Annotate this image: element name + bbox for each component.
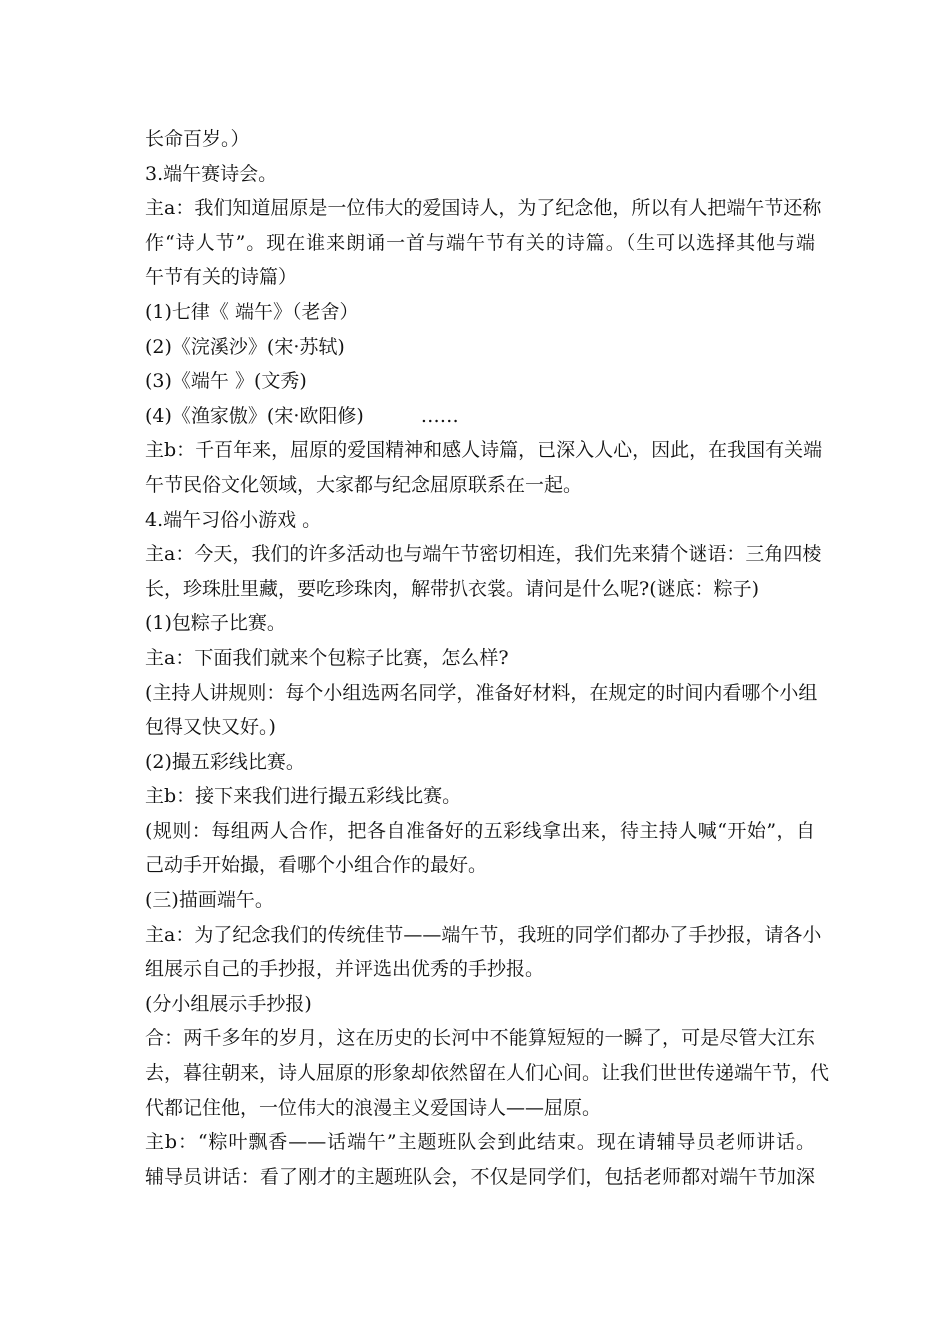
text-line: 去，暮往朝来，诗人屈原的形象却依然留在人们心间。让我们世世传递端午节，代 bbox=[145, 1062, 830, 1085]
text-line: (1)七律《 端午》（老舍） bbox=[145, 300, 359, 323]
text-line: 4.端午习俗小游戏 。 bbox=[145, 508, 322, 531]
text-line: (2)撮五彩线比赛。 bbox=[145, 750, 305, 773]
text-line: 长命百岁。） bbox=[145, 128, 250, 150]
text-line: 组展示自己的手抄报，并评选出优秀的手抄报。 bbox=[145, 958, 545, 981]
text-line: 主a：为了纪念我们的传统佳节——端午节，我班的同学们都办了手抄报，请各小 bbox=[145, 923, 822, 946]
text-line: (规则：每组两人合作，把各自准备好的五彩线拿出来，待主持人喊“开始”，自 bbox=[145, 819, 815, 842]
text-line: 辅导员讲话：看了刚才的主题班队会，不仅是同学们，包括老师都对端午节加深 bbox=[145, 1165, 815, 1188]
text-line: 3.端午赛诗会。 bbox=[145, 162, 278, 185]
text-line: 主b：“粽叶飘香——话端午”主题班队会到此结束。现在请辅导员老师讲话。 bbox=[145, 1131, 815, 1154]
text-line: 长，珍珠肚里藏，要吃珍珠肉，解带扒衣裳。请问是什么呢?(谜底：粽子) bbox=[145, 577, 760, 600]
text-line: (分小组展示手抄报) bbox=[145, 992, 312, 1015]
text-line: 己动手开始撮，看哪个小组合作的最好。 bbox=[145, 854, 488, 877]
text-line: 代都记住他，一位伟大的浪漫主义爱国诗人——屈原。 bbox=[145, 1096, 602, 1119]
text-line: (1)包粽子比赛。 bbox=[145, 612, 286, 635]
text-line: 主b：千百年来，屈原的爱国精神和感人诗篇，已深入人心，因此，在我国有关端 bbox=[145, 439, 823, 462]
text-line: (3)《端午 》(文秀) bbox=[145, 370, 307, 393]
text-line: (4)《渔家傲》(宋·欧阳修) …… bbox=[145, 404, 459, 427]
text-line: 午节民俗文化领域，大家都与纪念屈原联系在一起。 bbox=[145, 473, 583, 496]
text-line: 午节有关的诗篇） bbox=[145, 266, 298, 289]
text-line: 主b：接下来我们进行撮五彩线比赛。 bbox=[145, 785, 462, 808]
text-line: (主持人讲规则：每个小组选两名同学，准备好材料，在规定的时间内看哪个小组 bbox=[145, 681, 818, 704]
text-line: 主a：下面我们就来个包粽子比赛，怎么样? bbox=[145, 646, 509, 669]
text-line: 合：两千多年的岁月，这在历史的长河中不能算短短的一瞬了，可是尽管大江东 bbox=[145, 1027, 815, 1050]
document-body bbox=[145, 122, 830, 1194]
text-line: (三)描画端午。 bbox=[145, 889, 274, 912]
text-line: 主a：我们知道屈原是一位伟大的爱国诗人，为了纪念他，所以有人把端午节还称 bbox=[145, 197, 822, 220]
text-line: 包得又快又好。) bbox=[145, 716, 276, 739]
text-line: (2)《浣溪沙》(宋·苏轼) bbox=[145, 335, 345, 358]
text-line: 作“诗人节”。现在谁来朗诵一首与端午节有关的诗篇。（生可以选择其他与端 bbox=[145, 231, 815, 254]
text-line: 主a：今天，我们的许多活动也与端午节密切相连，我们先来猜个谜语：三角四棱 bbox=[145, 543, 822, 566]
